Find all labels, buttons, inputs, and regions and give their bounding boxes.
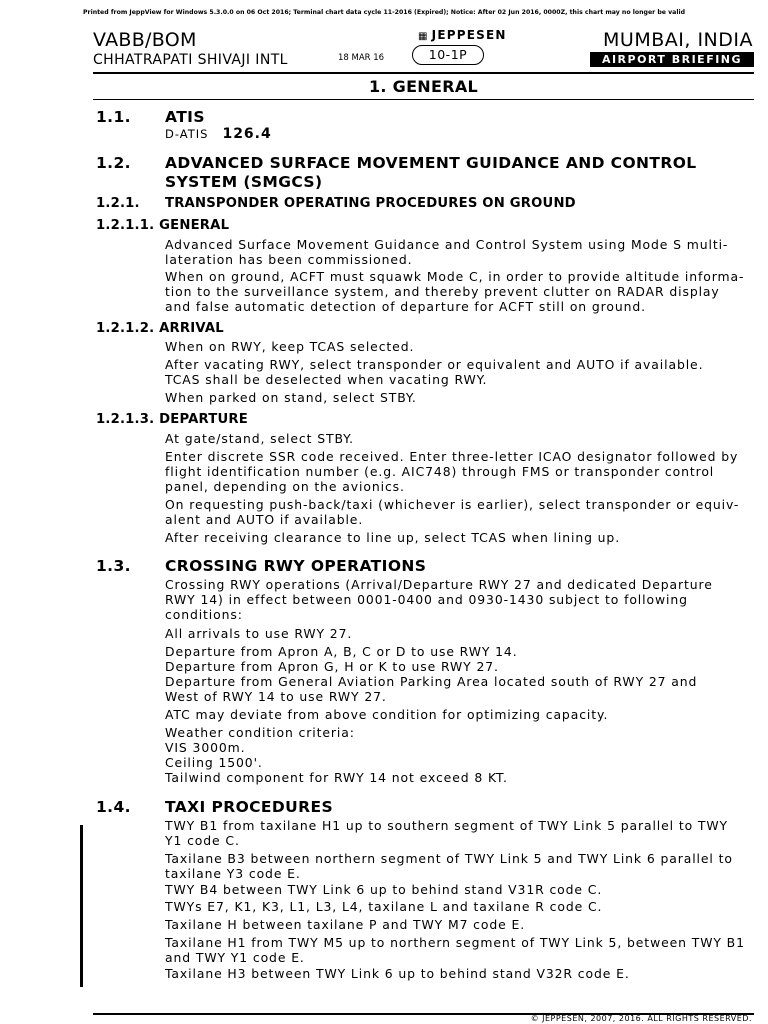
s1-2-title-line1: ADVANCED SURFACE MOVEMENT GUIDANCE AND CONTROL bbox=[165, 154, 697, 172]
general-p2-l3: and false automatic detection of departure for ACFT still on ground. bbox=[165, 299, 646, 314]
arrival-p3: When parked on stand, select STBY. bbox=[165, 390, 417, 405]
crossing-p3-l3: Departure from General Aviation Parking Area located south of RWY 27 and bbox=[165, 674, 698, 689]
departure-p2-l3: panel, depending on the avionics. bbox=[165, 479, 405, 494]
general-p1-l1: Advanced Surface Movement Guidance and Control System using Mode S multi- bbox=[165, 237, 729, 252]
airport-ident: VABB/BOM bbox=[93, 29, 197, 51]
crossing-p5-l2: VIS 3000m. bbox=[165, 740, 246, 755]
arrival-p2-l1: After vacating RWY, select transponder or equivalent and AUTO if available. bbox=[165, 357, 704, 372]
departure-p3-l2: alent and AUTO if available. bbox=[165, 512, 364, 527]
jeppesen-logo bbox=[418, 28, 507, 42]
crossing-p5-l4: Tailwind component for RWY 14 not exceed 8 KT. bbox=[165, 770, 508, 785]
taxi-p5: Taxilane H between taxilane P and TWY M7 code E. bbox=[165, 917, 526, 932]
departure-p2-l2: flight identification number (e.g. AIC748) through FMS or transponder control bbox=[165, 464, 715, 479]
taxi-p2-l2: taxilane Y3 code E. bbox=[165, 866, 301, 881]
atis-label: D-ATIS bbox=[165, 127, 209, 141]
s1-2-title-line2: SYSTEM (SMGCS) bbox=[165, 173, 323, 191]
atis-frequency: 126.4 bbox=[222, 126, 272, 142]
taxi-p4: TWYs E7, K1, K3, L1, L3, L4, taxilane L and taxilane R code C. bbox=[165, 899, 603, 914]
header-divider bbox=[93, 72, 754, 74]
general-p2-l1: When on ground, ACFT must squawk Mode C, in order to provide altitude informa- bbox=[165, 269, 745, 284]
general-p1-l2: lateration has been commissioned. bbox=[165, 252, 413, 267]
taxi-p1-l1: TWY B1 from taxilane H1 up to southern segment of TWY Link 5 parallel to TWY bbox=[165, 818, 728, 833]
crossing-p3-l1: Departure from Apron A, B, C or D to use RWY 14. bbox=[165, 644, 518, 659]
brand-name: JEPPESEN bbox=[431, 28, 507, 42]
s1-3-title: CROSSING RWY OPERATIONS bbox=[165, 557, 427, 575]
taxi-p6-l2: and TWY Y1 code E. bbox=[165, 950, 305, 965]
s1-2-1-number: 1.2.1. bbox=[96, 196, 140, 211]
copyright: © JEPPESEN, 2007, 2016. ALL RIGHTS RESERVED. bbox=[530, 1014, 752, 1023]
crossing-p1-l1: Crossing RWY operations (Arrival/Departure RWY 27 and dedicated Departure bbox=[165, 577, 713, 592]
taxi-p2-l1: Taxilane B3 between northern segment of TWY Link 5 and TWY Link 6 parallel to bbox=[165, 851, 733, 866]
chart-type-banner: AIRPORT BRIEFING bbox=[590, 52, 754, 67]
atis-line bbox=[165, 126, 750, 142]
s1-2-1-1-heading: 1.2.1.1. GENERAL bbox=[96, 218, 230, 233]
general-p2-l2: tion to the surveillance system, and thereby prevent clutter on RADAR display bbox=[165, 284, 720, 299]
crossing-p2: All arrivals to use RWY 27. bbox=[165, 626, 353, 641]
departure-p4: After receiving clearance to line up, select TCAS when lining up. bbox=[165, 530, 621, 545]
crossing-p1-l2: RWY 14) in effect between 0001-0400 and 0930-1430 subject to following bbox=[165, 592, 688, 607]
departure-p3-l1: On requesting push-back/taxi (whichever is earlier), select transponder or equiv- bbox=[165, 497, 740, 512]
airport-name: CHHATRAPATI SHIVAJI INTL bbox=[93, 52, 288, 68]
s1-1-title: ATIS bbox=[165, 108, 205, 126]
crossing-p3-l2: Departure from Apron G, H or K to use RWY 27. bbox=[165, 659, 499, 674]
s1-2-1-3-heading: 1.2.1.3. DEPARTURE bbox=[96, 412, 248, 427]
taxi-p1-l2: Y1 code C. bbox=[165, 833, 240, 848]
arrival-p2-l2: TCAS shall be deselected when vacating RWY. bbox=[165, 372, 488, 387]
departure-p2-l1: Enter discrete SSR code received. Enter three-letter ICAO designator followed by bbox=[165, 449, 739, 464]
s1-3-number: 1.3. bbox=[96, 557, 131, 575]
departure-p1: At gate/stand, select STBY. bbox=[165, 431, 354, 446]
city-country: MUMBAI, INDIA bbox=[603, 29, 753, 51]
s1-2-number: 1.2. bbox=[96, 154, 131, 172]
crossing-p1-l3: conditions: bbox=[165, 607, 243, 622]
crossing-p5-l1: Weather condition criteria: bbox=[165, 725, 355, 740]
arrival-p1: When on RWY, keep TCAS selected. bbox=[165, 339, 415, 354]
print-notice: Printed from JeppView for Windows 5.3.0.0 on 06 Oct 2016; Terminal chart data cycle 11-2016 (Expired); Notice: After 02 Jun 2016, 0000Z, this chart may no longer be valid bbox=[82, 9, 686, 16]
crossing-p5-l3: Ceiling 1500'. bbox=[165, 755, 263, 770]
taxi-p7: Taxilane H3 between TWY Link 6 up to behind stand V32R code E. bbox=[165, 966, 630, 981]
jeppesen-mark-icon: ▦ bbox=[418, 31, 429, 42]
chart-date: 18 MAR 16 bbox=[338, 53, 385, 63]
taxi-p3: TWY B4 between TWY Link 6 up to behind stand V31R code C. bbox=[165, 882, 603, 897]
s1-2-1-title: TRANSPONDER OPERATING PROCEDURES ON GROUND bbox=[165, 196, 576, 211]
taxi-p6-l1: Taxilane H1 from TWY M5 up to northern segment of TWY Link 5, between TWY B1 bbox=[165, 935, 745, 950]
crossing-p4: ATC may deviate from above condition for optimizing capacity. bbox=[165, 707, 609, 722]
crossing-p3-l4: West of RWY 14 to use RWY 27. bbox=[165, 689, 387, 704]
s1-1-number: 1.1. bbox=[96, 108, 131, 126]
section-title: 1. GENERAL bbox=[368, 77, 479, 96]
s1-4-title: TAXI PROCEDURES bbox=[165, 798, 334, 816]
s1-4-number: 1.4. bbox=[96, 798, 131, 816]
section-divider bbox=[93, 99, 754, 100]
revision-change-bar bbox=[80, 825, 83, 987]
chart-number-badge: 10-1P bbox=[412, 45, 484, 65]
s1-2-1-2-heading: 1.2.1.2. ARRIVAL bbox=[96, 321, 224, 336]
